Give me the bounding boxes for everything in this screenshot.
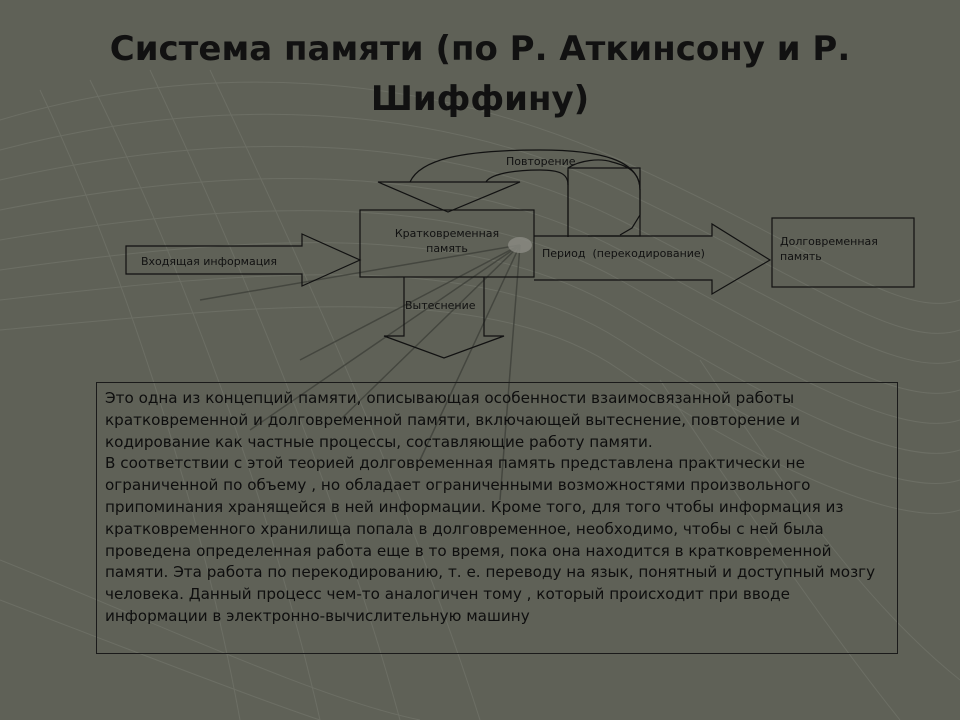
rehearsal-label: Повторение: [506, 155, 576, 168]
displacement-arrow: [384, 277, 504, 358]
slide-title: Система памяти (по Р. Аткинсону и Р. Шиффину): [109, 29, 851, 119]
description-text-box: [96, 382, 898, 654]
period-recoding-label: Период (перекодирование): [542, 247, 705, 260]
description-paragraph-2: В соответствии с этой теорией долговременная память представлена практически не ограниченной по объему , но обладает ограниченными возможностями произвольного припоминания хранящейся в ней информации. Кроме того, для того чтобы информация из кратковременного хранилища попала в долговременное, необходимо, чтобы с ней была проведена определенная работа еще в то время, пока она находится в кратковременной памяти. Эта работа по перекодированию, т. е. переводу на язык, понятный и доступный мозгу человека. Данный процесс чем-то аналогичен тому , который происходит при вводе информации в электронно-вычислительную машину: [105, 454, 876, 625]
displacement-label: Вытеснение: [405, 299, 476, 312]
rehearsal-loop-arrow: [568, 168, 640, 237]
long-term-memory-label: Долговременная память: [780, 235, 878, 263]
short-term-memory-label: Кратковременная память: [394, 227, 500, 255]
description-paragraph-1: Это одна из концепций памяти, описывающая особенности взаимосвязанной работы кратковременной и долговременной памяти, включающей вытеснение, повторение и кодирование как частные процессы, составляющие работу памяти.: [105, 389, 800, 451]
incoming-info-label: Входящая информация: [141, 255, 277, 268]
